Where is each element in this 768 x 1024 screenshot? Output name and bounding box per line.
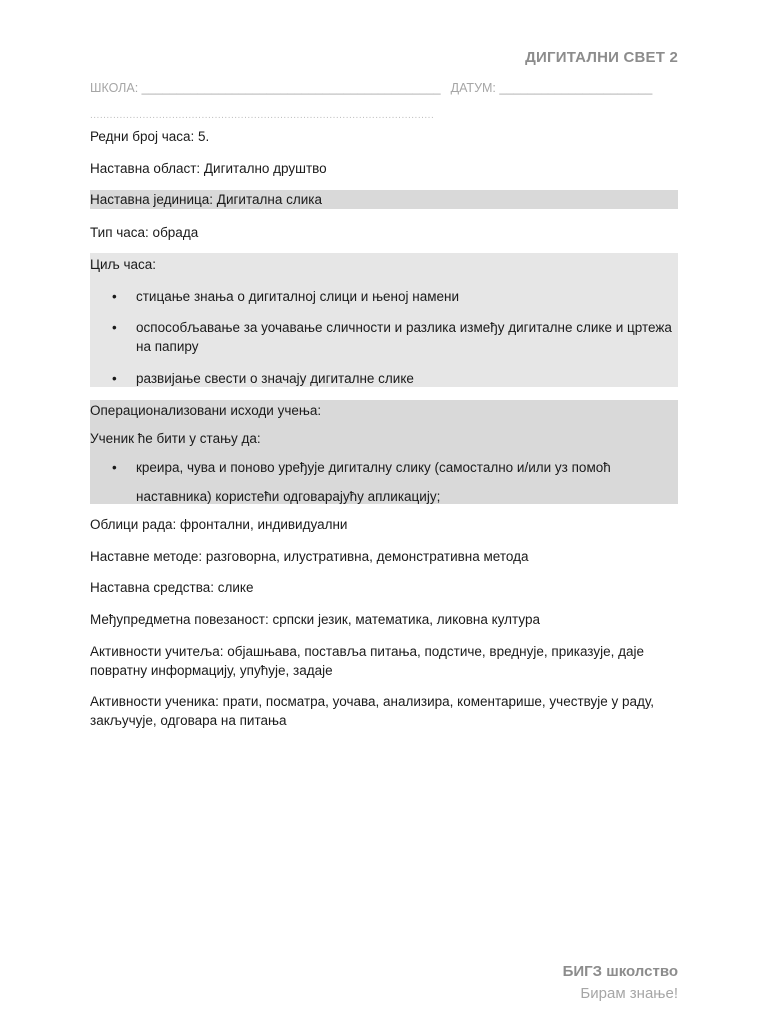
school-field: ШКОЛА: ___________________________________________ bbox=[90, 81, 441, 95]
bullet-icon: • bbox=[112, 460, 117, 475]
outcomes-intro: Ученик ће бити у стању да: bbox=[90, 431, 261, 446]
goal-item-text: оспособљавање за уочавање сличности и разлика између дигиталне слике и цртежа на папиру bbox=[136, 320, 672, 354]
goal-item-text: стицање знања о дигиталној слици и њеној намени bbox=[136, 289, 460, 304]
footer-brand: БИГЗ школство bbox=[562, 963, 678, 980]
document-title: ДИГИТАЛНИ СВЕТ 2 bbox=[525, 49, 678, 66]
teaching-aids: Наставна средства: слике bbox=[90, 580, 254, 595]
goal-section bbox=[90, 253, 678, 387]
teaching-unit: Наставна јединица: Дигитална слика bbox=[90, 192, 322, 207]
meta-fields bbox=[90, 81, 678, 95]
outcome-item-text: креира, чува и поново уређује дигиталну слику (самостално и/или уз помоћ наставника) користећи одговарајућу апликацију; bbox=[136, 460, 611, 504]
date-field: ДАТУМ: ______________________ bbox=[450, 81, 653, 95]
bullet-icon: • bbox=[112, 289, 117, 304]
student-activities: Активности ученика: прати, посматра, уочава, анализира, коментарише, учествује у раду, закључује, одговара на питања bbox=[90, 694, 655, 728]
goal-item-text: развијање свести о значају дигиталне слике bbox=[136, 371, 414, 386]
footer-slogan: Бирам знање! bbox=[580, 985, 678, 1002]
outcomes-heading: Операционализовани исходи учења: bbox=[90, 403, 322, 418]
bullet-icon: • bbox=[112, 320, 117, 335]
lesson-number: Редни број часа: 5. bbox=[90, 129, 210, 144]
bullet-icon: • bbox=[112, 371, 117, 386]
dotted-separator: ......................................................................................................... bbox=[90, 110, 435, 121]
teacher-activities: Активности учитеља: објашњава, поставља питања, подстиче, вреднује, приказује, даје повратну информацију, упућује, задаје bbox=[90, 644, 644, 678]
work-forms: Облици рада: фронтални, индивидуални bbox=[90, 517, 348, 532]
teaching-unit-highlight bbox=[90, 190, 678, 209]
goal-heading: Циљ часа: bbox=[90, 257, 157, 272]
subject-area: Наставна област: Дигитално друштво bbox=[90, 161, 327, 176]
cross-curricular: Међупредметна повезаност: српски језик, математика, ликовна култура bbox=[90, 612, 540, 627]
outcomes-section bbox=[90, 400, 678, 504]
lesson-plan-page bbox=[90, 0, 678, 1024]
lesson-type: Тип часа: обрада bbox=[90, 225, 199, 240]
teaching-methods: Наставне методе: разговорна, илустративна, демонстративна метода bbox=[90, 549, 529, 564]
